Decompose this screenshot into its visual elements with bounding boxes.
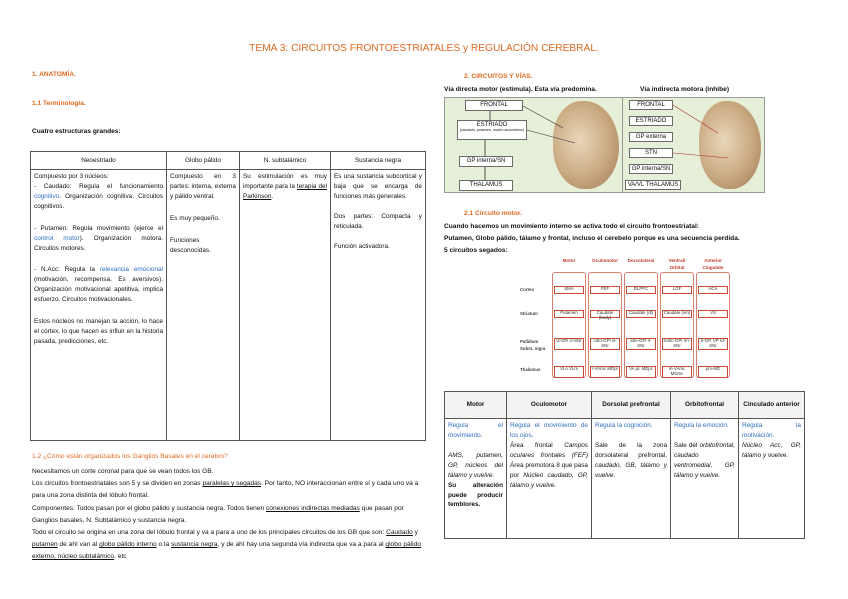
organizacion-text xyxy=(32,466,424,564)
circuit-node: VLo VLm xyxy=(554,366,584,378)
circuit-node: mdm-GPi rm-SNr xyxy=(662,338,692,350)
fig2-gpe: GP externa xyxy=(629,132,673,142)
circuit-node: m-VAmc MDmc xyxy=(662,366,692,378)
sn-p1: Es una sustancia subcortical y baja que se encarga de funciones más generales. xyxy=(334,173,422,200)
fig1-arrows xyxy=(445,98,625,194)
gp-p1: Compuesto en 3 partes: interna, externa y pálido ventral. xyxy=(170,173,236,200)
circuit-col-header: Anterior Cingulate xyxy=(702,258,724,270)
circuit-row-label: Thalamus xyxy=(520,367,541,372)
circuit-node: Caudate (dl) xyxy=(626,310,656,318)
nst-p1: Su estimulación es muy importante para la terapia del Parkinson. xyxy=(243,173,327,200)
fig2-thalamus: VA/VL THALAMUS xyxy=(625,180,681,190)
fig1-thalamus: THALAMUS xyxy=(459,180,513,191)
circuit-node: cdm-GPi vl-SNr xyxy=(590,338,620,350)
circuit-row-label: Cortex xyxy=(520,287,534,292)
org-par4: Todo el circuito se origina en una zona del lóbulo frontal y va a para a uno de los principales circuitos de los GB que son: Caudado y putamen de ahí van al globo pálido interno o la sustancia negra, y de ahí hay una segunda vía indirecta que va a para al globo pálido externo, núcleo subtalámico, etc xyxy=(32,528,421,561)
circuit-col-header: Oculomotor xyxy=(591,258,619,263)
neo-p1: Compuesto por 3 núcleos: xyxy=(34,173,109,180)
fig2-gpi: GP interna/SN xyxy=(629,164,673,174)
circuit-node: Caudate (vm) xyxy=(662,310,692,318)
circuito-motor-text xyxy=(444,221,804,258)
th-cingulado: Cinculado anterior xyxy=(739,392,805,419)
gp-p2: Es muy pequeño. xyxy=(170,214,220,222)
circuit-node: VS xyxy=(698,310,728,318)
org-par1: Necesitamos un corte coronal para que se vean todos los GB. xyxy=(32,468,214,475)
circuit-node: SMA xyxy=(554,286,584,294)
circuit-row-label: Striatum xyxy=(520,311,538,316)
neo-caudado: - Caudado: Regula el funcionamiento cognitivo. Organización cognitiva. Circuitos cognitivos. xyxy=(34,182,163,210)
neo-p5: Estos núcleos no manejan la acción, lo hace el córtex, lo que hacen es influir en la historia pasada, predicciones, etc. xyxy=(34,318,163,345)
cm-par2: Putamen, Globo pálido, tálamo y frontal, incluso el cerebelo porque es una secuencia perdida. xyxy=(444,235,740,243)
fig1-gpi: GP interna/SN xyxy=(459,156,513,167)
th-oculomotor: Oculomotor xyxy=(507,392,592,419)
circuit-node: Putamen xyxy=(554,310,584,318)
th-sustancia-negra: Sustancia negra xyxy=(331,152,426,170)
cell-orbitofrontal: Regula la emoción. Sale del orbitofrontal, caudado ventromedial, GP, tálamo y vuelve. xyxy=(671,419,739,539)
fig2-stn: STN xyxy=(629,148,673,158)
structures-table xyxy=(30,151,426,441)
circuit-node: LOF xyxy=(662,286,692,294)
gp-p3: Funciones desconocidas. xyxy=(170,236,211,254)
heading-anatomia: 1. ANATOMÍA. xyxy=(32,71,76,78)
th-subtalamico: N. subtalámico xyxy=(240,152,331,170)
indirect-pathway-figure xyxy=(622,97,765,193)
heading-circuito-motor: 2.1 Circuito motor. xyxy=(464,210,522,217)
intro-text: Cuatro estructuras grandes: xyxy=(32,128,121,135)
cell-motor: Regula el movimiento. AMS, putamen, GP, núcleos del tálamo y vuelve. Su alteración puede producir temblores. xyxy=(445,419,507,539)
sn-p3: Función activadora. xyxy=(334,242,390,250)
fig2-frontal: FRONTAL xyxy=(629,100,673,110)
cell-subtalamico xyxy=(240,170,331,441)
circuit-node: DLPFC xyxy=(626,286,656,294)
via-directa-label: Vía directa motor (estimula). Esta vía predomina. xyxy=(444,86,597,93)
circuit-col-header: Motor xyxy=(562,258,576,263)
sn-p2: Dos partes: Compacta y reticulada. xyxy=(334,212,422,230)
circuit-row-label: Pallidum Subst. nigra xyxy=(520,339,546,351)
circuits-table xyxy=(444,391,805,539)
circuit-col-header: Dorsolateral xyxy=(627,258,655,263)
th-dorsolat: Dorsolat prefrontal xyxy=(592,392,671,419)
org-par3: Componentes: Todos pasan por el globo pálido y sustancia negra. Todos tienen conexiones indirectas mediadas que pasan por Ganglios basales, N. Subtalámico y sustancia negra. xyxy=(32,504,404,524)
circuit-node: l-VAmc MDpl xyxy=(590,366,620,378)
neo-putamen: - Putamen: Regula movimiento (ejerce el control motor). Organización motora. Circuitos motores. xyxy=(34,224,163,252)
org-par2: Los circuitos frontoestriatales son 5 y se dividen en zonas paralelas y segadas. Por tanto, NO interaccionan entre sí y cada uno va a para una zona distinta del lóbulo frontal. xyxy=(32,480,419,500)
fig2-estriado: ESTRIADO xyxy=(629,116,673,126)
circuit-node: Caudate (body) xyxy=(590,310,620,318)
cell-oculomotor: Regula el movimiento de los ojos. Área frontal Campos oculares frontales (FEF) Área premotora 8 que pasa por Núcleo caudado, GP, tálamo y vuelve. xyxy=(507,419,592,539)
fig1-estriado: ESTRIADO (caudado, putamen, nucleo accumbens) xyxy=(457,120,527,140)
neo-nacc: - N.Acc: Regula la relevancia emocional (motivación, recompensa, Es aversivos). Organización motivacional apetitiva, implica esfuerzo. Circuitos motivacionales. xyxy=(34,266,163,304)
th-globo-palido: Globo pálido xyxy=(167,152,240,170)
five-circuits-figure xyxy=(520,258,734,382)
circuit-node: vl-GPi cl-SNr xyxy=(554,338,584,350)
cell-cingulado: Regula la motivación. Núcleo Acc, GP, tálamo y vuelve. xyxy=(739,419,805,539)
th-motor: Motor xyxy=(445,392,507,419)
circuit-node: FEF xyxy=(590,286,620,294)
direct-pathway-figure xyxy=(444,97,624,193)
fig1-frontal: FRONTAL xyxy=(465,100,523,111)
th-neoestriado: Neoestriado xyxy=(31,152,167,170)
cell-sustancia-negra xyxy=(331,170,426,441)
heading-terminologia: 1.1 Terminología. xyxy=(32,100,86,107)
heading-circuitos: 2. CIRCUITOS Y VÍAS. xyxy=(464,73,533,80)
cell-dorsolat: Regula la cognición. Sale de la zona dorsolateral prefrontal, caudado, GB, tálamo y vuelve. xyxy=(592,419,671,539)
circuit-node: pm-MD xyxy=(698,366,728,378)
circuit-node: VA pc MDpc xyxy=(626,366,656,378)
th-orbitofrontal: Orbitofrontal xyxy=(671,392,739,419)
page-title: TEMA 3: CIRCUITOS FRONTOESTRIATALES y REGULACIÓN CEREBRAL. xyxy=(249,43,599,54)
heading-organizacion: 1.2 ¿Cómo están organizados los Ganglios Basales en el cerebro? xyxy=(32,453,228,460)
circuit-col-header: Ventral/ Orbital xyxy=(668,258,686,270)
fig2-arrows xyxy=(623,98,766,194)
cm-par3: 5 circuitos segados: xyxy=(444,247,508,255)
cm-par1: Cuando hacemos un movimiento interno se activa todo el circuito frontoestriatal: xyxy=(444,223,699,230)
via-indirecta-label: Vía indirecta motora (inhibe) xyxy=(640,86,730,93)
cell-globo-palido xyxy=(167,170,240,441)
cell-neoestriado xyxy=(31,170,167,441)
circuit-node: ldm-GPi rl-SNr xyxy=(626,338,656,350)
circuit-node: rl-GP, VP rd-SNr xyxy=(698,338,728,350)
circuit-node: ACA xyxy=(698,286,728,294)
